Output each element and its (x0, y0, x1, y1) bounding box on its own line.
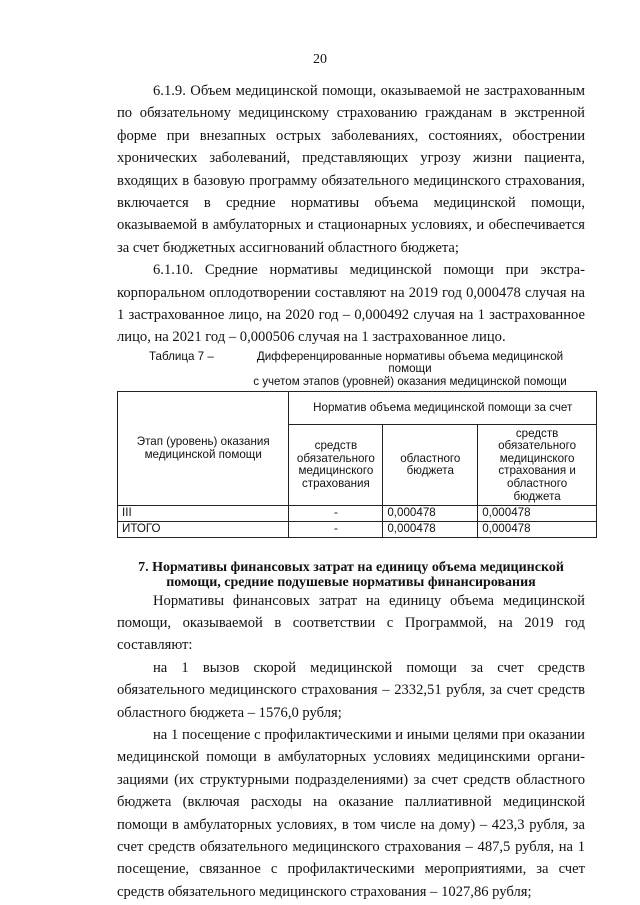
cell-both: 0,000478 (478, 506, 597, 522)
table-caption-line-2: с учетом этапов (уровней) оказания медицинской помощи (253, 374, 567, 388)
page-number: 20 (313, 52, 327, 67)
cell-stage: III (118, 506, 289, 522)
paragraph-norms-intro: Нормативы финансовых затрат на единицу объема медицинской помощи, оказываемой в соответствии с Программой, на 2019 год составляют: (117, 592, 585, 654)
paragraph-ambulance-call: на 1 вызов скорой медицинской помощи за счет средств обязательного медицинского страхования – 2332,51 рубля, за счет средств областного бюджета – 1576,0 рубля; (117, 659, 585, 721)
header-regional: областного бюджета (383, 425, 478, 506)
cell-oms: - (289, 521, 383, 537)
section-7-heading-line-1: 7. Нормативы финансовых затрат на единицу объема медицинской (138, 559, 564, 575)
table-caption-label: Таблица 7 – (149, 349, 214, 363)
header-group: Норматив объема медицинской помощи за счет (289, 392, 597, 425)
cell-stage: ИТОГО (118, 521, 289, 537)
section-7-heading (117, 560, 585, 590)
paragraph-6-1-9: 6.1.9. Объем медицинской помощи, оказываемой не застрахованным по обязательному медицинскому страхованию гражданам в экстренной форме при внезапных острых заболеваниях, состояниях, обострении хронических заболеваний, представляющих угрозу жизни пациента, входящих в базовую программу обязательного медицинского страхования, включается в средние нормативы объема медицинской помощи, оказываемой в амбулаторных и стационарных условиях, и обеспечивается за счет бюджетных ассигнований областного бюджета; (117, 83, 585, 256)
table-caption (117, 351, 585, 389)
cell-regional: 0,000478 (383, 521, 478, 537)
paragraph-6-1-10: 6.1.10. Средние нормативы медицинской помощи при экстракорпоральном оплодотворении составляют на 2019 год 0,000478 случая на 1 застрахованное лицо, на 2020 год – 0,000492 случая на 1 застрахованное лицо, на 2021 год – 0,000506 случая на 1 застрахованное лицо. (117, 262, 585, 346)
table-row (118, 521, 597, 537)
cell-both: 0,000478 (478, 521, 597, 537)
table-caption-title (235, 351, 585, 389)
cell-oms: - (289, 506, 383, 522)
header-oms: средств обязательного медицинского страхования (289, 425, 383, 506)
header-stage: Этап (уровень) оказания медицинской помощи (118, 392, 289, 506)
norms-table (117, 391, 597, 537)
paragraph-visit: на 1 посещение с профилактическими и иными целями при оказании медицинской помощи в амбулаторных условиях медицинскими организациями (их структурными подразделениями) за счет средств областного бюджета (включая расходы на оказание паллиативной медицинской помощи в амбулаторных условиях, в том числе на дому) – 423,3 рубля, за счет средств обязательного медицинского страхования – 487,5 рубля, на 1 посещение, связанное с профилактическими мероприятиями, за счет средств обязательного медицинского страхования – 1027,86 рубля; (117, 727, 585, 900)
cell-regional: 0,000478 (383, 506, 478, 522)
header-both: средств обязательного медицинского страхования и областного бюджета (478, 425, 597, 506)
table-header-row (118, 392, 597, 425)
section-7-heading-line-2: помощи, средние подушевые нормативы финансирования (166, 574, 536, 590)
table-caption-line-1: Дифференцированные нормативы объема медицинской помощи (256, 349, 564, 376)
table-row (118, 506, 597, 522)
document-body (117, 80, 585, 903)
